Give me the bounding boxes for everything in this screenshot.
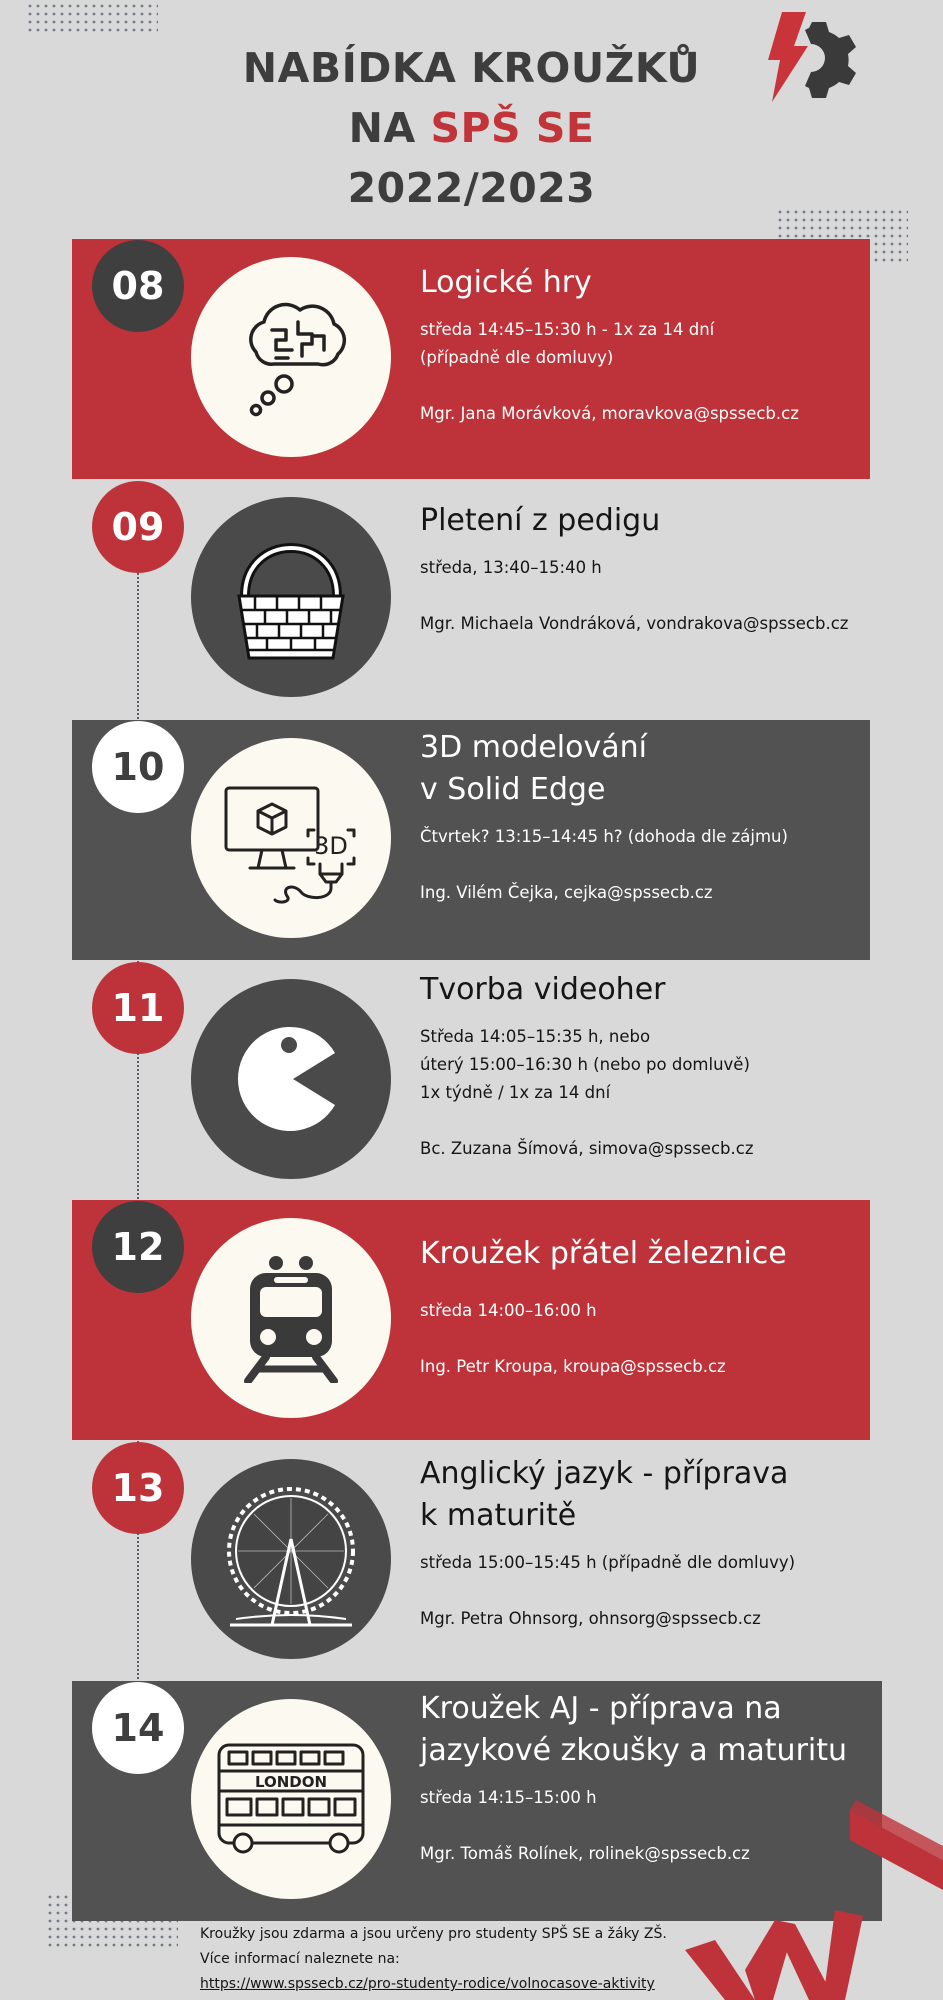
club-number-badge: 08 bbox=[92, 240, 184, 332]
club-icon-circle bbox=[191, 1699, 391, 1899]
3d-label: 3D bbox=[314, 832, 348, 860]
club-contact: Mgr. Michaela Vondráková, vondrakova@spssecb.cz bbox=[420, 614, 849, 633]
brain-maze-thought-icon bbox=[226, 292, 356, 422]
club-schedule: (případně dle domluvy) bbox=[420, 348, 614, 367]
club-number-badge: 10 bbox=[92, 721, 184, 813]
club-info-11 bbox=[420, 969, 880, 1163]
club-info-14 bbox=[420, 1688, 880, 1868]
club-icon-circle bbox=[191, 1218, 391, 1418]
club-schedule: úterý 15:00–16:30 h (nebo po domluvě) bbox=[420, 1055, 750, 1074]
club-schedule: středa 15:00–15:45 h (případně dle domluvy) bbox=[420, 1553, 796, 1572]
bus-destination-label: LONDON bbox=[254, 1773, 328, 1791]
footer-line-2: Více informací naleznete na: bbox=[200, 1951, 400, 1967]
club-contact: Ing. Vilém Čejka, cejka@spssecb.cz bbox=[420, 883, 713, 902]
pacman-icon bbox=[231, 1019, 351, 1139]
club-number-badge: 13 bbox=[92, 1442, 184, 1534]
dot-pattern-top-left bbox=[28, 4, 158, 36]
club-contact: Mgr. Petra Ohnsorg, ohnsorg@spssecb.cz bbox=[420, 1609, 761, 1628]
club-info-09 bbox=[420, 500, 880, 638]
club-name: Tvorba videoher bbox=[420, 972, 666, 1007]
club-number-badge: 14 bbox=[92, 1682, 184, 1774]
club-schedule: Středa 14:05–15:35 h, nebo bbox=[420, 1027, 651, 1046]
3d-printing-computer-icon bbox=[216, 768, 366, 908]
club-icon-circle bbox=[191, 1459, 391, 1659]
wicker-basket-icon bbox=[221, 522, 361, 672]
info-link[interactable]: https://www.spssecb.cz/pro-studenty-rodice/volnocasove-aktivity bbox=[200, 1976, 655, 1992]
club-name: Pletení z pedigu bbox=[420, 503, 661, 538]
london-eye-icon bbox=[216, 1479, 366, 1639]
club-schedule: Čtvrtek? 13:15–14:45 h? (dohoda dle zájmu) bbox=[420, 827, 788, 846]
club-schedule: středa 14:15–15:00 h bbox=[420, 1788, 597, 1807]
club-info-13 bbox=[420, 1453, 880, 1633]
club-name: Kroužek AJ - příprava na jazykové zkoušky a maturitu bbox=[420, 1691, 848, 1768]
club-schedule: 1x týdně / 1x za 14 dní bbox=[420, 1083, 611, 1102]
title-line-2: NA SPŠ SE bbox=[348, 104, 595, 152]
club-number-badge: 09 bbox=[92, 481, 184, 573]
footer-note bbox=[200, 1922, 720, 1997]
club-icon-circle bbox=[191, 979, 391, 1179]
london-bus-icon bbox=[211, 1739, 371, 1859]
club-info-12 bbox=[420, 1233, 880, 1381]
title-line-1: NABÍDKA KROUŽKŮ bbox=[242, 44, 701, 92]
lightning-gear-logo bbox=[760, 10, 860, 110]
club-contact: Bc. Zuzana Šímová, simova@spssecb.cz bbox=[420, 1139, 754, 1158]
club-schedule: středa 14:00–16:00 h bbox=[420, 1301, 597, 1320]
club-info-08 bbox=[420, 262, 880, 428]
club-name: Anglický jazyk - příprava k maturitě bbox=[420, 1456, 789, 1533]
club-info-10 bbox=[420, 727, 880, 907]
club-name: 3D modelování v Solid Edge bbox=[420, 730, 647, 807]
club-number-badge: 12 bbox=[92, 1201, 184, 1293]
title-line-3: 2022/2023 bbox=[347, 164, 596, 212]
club-number-badge: 11 bbox=[92, 962, 184, 1054]
club-icon-circle bbox=[191, 738, 391, 938]
club-contact: Mgr. Tomáš Rolínek, rolinek@spssecb.cz bbox=[420, 1844, 750, 1863]
club-schedule: středa 14:45–15:30 h - 1x za 14 dní bbox=[420, 320, 715, 339]
footer-line-1: Kroužky jsou zdarma a jsou určeny pro studenty SPŠ SE a žáky ZŠ. bbox=[200, 1926, 667, 1942]
club-name: Logické hry bbox=[420, 265, 592, 300]
club-contact: Mgr. Jana Morávková, moravkova@spssecb.cz bbox=[420, 404, 799, 423]
train-icon bbox=[236, 1253, 346, 1383]
club-name: Kroužek přátel železnice bbox=[420, 1236, 787, 1271]
school-name: SPŠ SE bbox=[430, 104, 595, 152]
club-contact: Ing. Petr Kroupa, kroupa@spssecb.cz bbox=[420, 1357, 726, 1376]
club-icon-circle bbox=[191, 497, 391, 697]
club-schedule: středa, 13:40–15:40 h bbox=[420, 558, 602, 577]
club-icon-circle bbox=[191, 257, 391, 457]
